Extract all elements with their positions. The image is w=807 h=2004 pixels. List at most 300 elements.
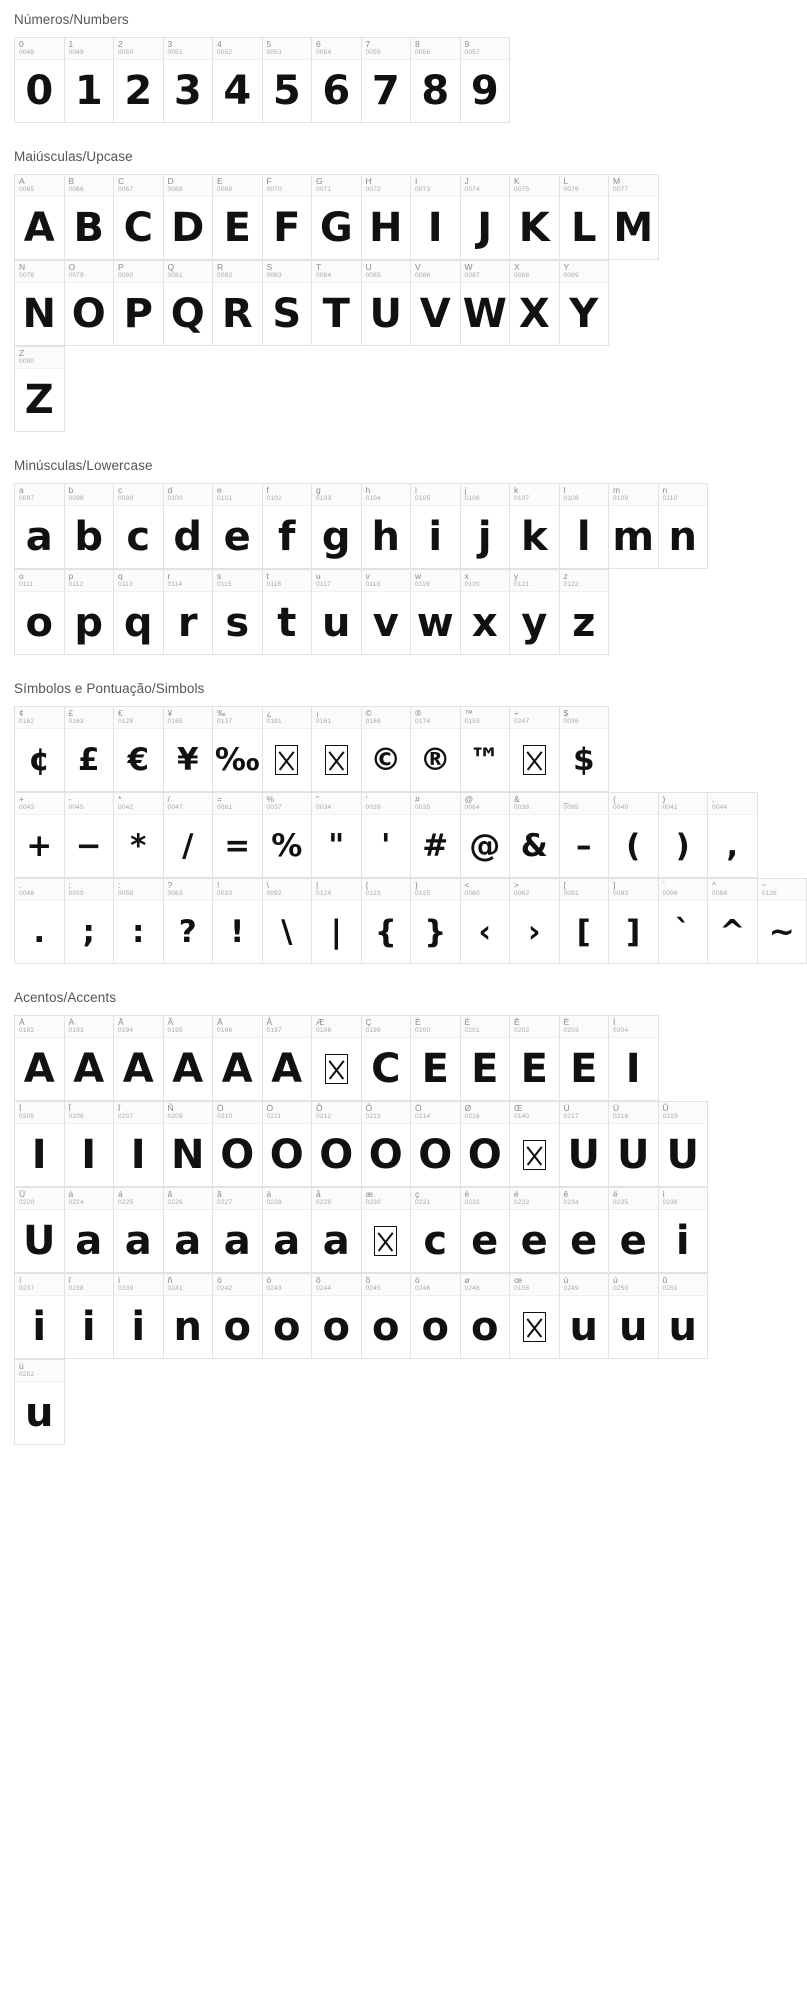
glyph-cell[interactable] [758,879,807,964]
glyph-cell[interactable] [15,570,65,655]
glyph-character-label: Ä [217,1017,223,1027]
glyph-cell[interactable] [263,879,313,964]
glyph-cell[interactable] [362,261,412,346]
glyph-code-label: 0229 [316,1199,332,1206]
glyph-cell[interactable] [15,261,65,346]
glyph-code-label: 0115 [217,581,232,588]
glyph-code-label: 0224 [68,1199,84,1206]
glyph-cell[interactable] [114,1188,164,1273]
glyph-cell[interactable] [560,879,610,964]
glyph-cell[interactable] [411,707,461,792]
glyph-cell[interactable] [114,261,164,346]
glyph-cell[interactable] [213,261,263,346]
glyph-cell[interactable] [114,570,164,655]
glyph-cell[interactable] [659,1274,709,1359]
glyph-preview: * [130,827,147,864]
glyph-cell[interactable] [65,879,115,964]
glyph-cell[interactable] [15,1360,65,1445]
glyph-preview: D [171,205,205,251]
glyph-cell[interactable] [65,1188,115,1273]
glyph-cell-header [15,1102,64,1124]
glyph-cell[interactable] [609,1188,659,1273]
glyph-code-label: 0039 [365,804,381,811]
glyph-character-label: - [68,794,72,804]
glyph-cell[interactable] [659,1188,709,1273]
glyph-cell[interactable] [114,707,164,792]
glyph-character-label: # [415,794,420,804]
glyph-cell[interactable] [213,879,263,964]
glyph-code-label: 0252 [19,1371,35,1378]
glyph-cell-header [461,1102,510,1124]
glyph-character-label: D [167,176,174,186]
glyph-cell[interactable] [362,1102,412,1187]
glyph-cell[interactable] [362,484,412,569]
glyph-preview: ' [381,827,391,864]
glyph-cell-header [609,175,658,197]
glyph-row [14,1015,659,1101]
glyph-cell[interactable] [15,38,65,123]
glyph-character-label: Õ [365,1103,373,1113]
glyph-preview: A [23,1046,55,1092]
glyph-cell[interactable] [609,793,659,878]
glyph-code-label: 0218 [613,1113,629,1120]
glyph-cell-header [510,1188,559,1210]
glyph-code-label: 0099 [118,495,134,502]
glyph-code-label: 0103 [316,495,332,502]
glyph-cell-header [164,1016,213,1038]
glyph-cell[interactable] [362,707,412,792]
glyph-cell[interactable] [510,793,560,878]
glyph-cell[interactable] [560,1188,610,1273]
glyph-cell[interactable] [312,707,362,792]
glyph-preview: ‹ [478,913,492,950]
glyph-cell[interactable] [510,707,560,792]
glyph-preview: & [520,827,548,864]
glyph-cell[interactable] [114,484,164,569]
glyph-character-label: L [563,176,569,186]
glyph-character-label: @ [464,794,474,804]
glyph-code-label: 0058 [118,890,134,897]
glyph-cell-header [114,707,163,729]
glyph-cell[interactable] [213,793,263,878]
glyph-cell[interactable] [461,793,511,878]
glyph-cell[interactable] [461,261,511,346]
glyph-code-label: 0104 [365,495,381,502]
glyph-cell[interactable] [164,1274,214,1359]
glyph-character-label: } [415,880,418,890]
glyph-cell[interactable] [362,175,412,260]
glyph-character-label: ú [613,1275,618,1285]
section-title: Minúsculas/Lowercase [14,458,153,473]
glyph-code-label: 0082 [217,272,233,279]
glyph-code-label: 0066 [68,186,84,193]
glyph-cell[interactable] [510,1016,560,1101]
glyph-cell[interactable] [312,1188,362,1273]
glyph-cell[interactable] [263,707,313,792]
glyph-cell[interactable] [114,38,164,123]
glyph-cell[interactable] [510,261,560,346]
glyph-cell[interactable] [15,1188,65,1273]
glyph-cell[interactable] [65,1102,115,1187]
glyph-cell-header [411,1188,460,1210]
glyph-code-label: 0195 [167,1027,183,1034]
glyph-cell[interactable] [708,879,758,964]
glyph-character-label: Ì [613,1017,616,1027]
glyph-cell[interactable] [312,484,362,569]
glyph-preview: E [570,1046,598,1092]
glyph-cell[interactable] [461,175,511,260]
glyph-cell[interactable] [659,1102,709,1187]
glyph-character-label: , [712,794,715,804]
glyph-code-label: 0033 [217,890,233,897]
glyph-cell[interactable] [15,175,65,260]
glyph-cell[interactable] [65,484,115,569]
glyph-cell[interactable] [65,570,115,655]
glyph-cell-header [312,570,361,592]
glyph-cell[interactable] [461,1274,511,1359]
glyph-code-label: 0059 [68,890,84,897]
glyph-code-label: 0225 [118,1199,134,1206]
glyph-preview: U [666,1132,699,1178]
glyph-cell[interactable] [411,879,461,964]
glyph-cell[interactable] [411,1188,461,1273]
glyph-character-label: > [514,880,519,890]
glyph-character-label: Ö [415,1103,422,1113]
glyph-cell[interactable] [65,38,115,123]
glyph-cell[interactable] [114,1274,164,1359]
glyph-code-label: 0079 [68,272,84,279]
glyph-preview: ~ [768,913,795,950]
glyph-code-label: 0095 [563,804,579,811]
glyph-character-label: ' [365,794,368,804]
glyph-cell[interactable] [411,570,461,655]
glyph-cell[interactable] [263,793,313,878]
glyph-cell[interactable] [560,1102,610,1187]
glyph-cell[interactable] [510,879,560,964]
glyph-cell[interactable] [510,1274,560,1359]
glyph-cell-header [560,570,609,592]
glyph-cell-header [213,1188,262,1210]
glyph-cell-header [461,484,510,506]
glyph-cell-header [362,1188,411,1210]
glyph-cell[interactable] [411,1102,461,1187]
glyph-cell[interactable] [65,1274,115,1359]
glyph-cell[interactable] [461,707,511,792]
glyph-cell[interactable] [114,793,164,878]
glyph-cell[interactable] [659,879,709,964]
glyph-cell[interactable] [560,1016,610,1101]
glyph-code-label: 0196 [217,1027,233,1034]
glyph-character-label: ! [217,880,220,890]
glyph-cell[interactable] [213,1188,263,1273]
glyph-cell[interactable] [164,793,214,878]
glyph-cell[interactable] [263,38,313,123]
glyph-cell[interactable] [609,484,659,569]
glyph-preview [312,729,361,791]
glyph-cell[interactable] [362,793,412,878]
glyph-cell[interactable] [114,879,164,964]
glyph-code-label: 0105 [415,495,431,502]
glyph-character-label: a [19,485,24,495]
glyph-cell-header [213,570,262,592]
glyph-cell[interactable] [15,1274,65,1359]
glyph-cell[interactable] [213,175,263,260]
glyph-preview: ) [675,827,690,864]
glyph-cell[interactable] [213,1016,263,1101]
glyph-cell[interactable] [609,175,659,260]
glyph-cell[interactable] [263,175,313,260]
glyph-cell-header [263,570,312,592]
glyph-cell[interactable] [362,1188,412,1273]
glyph-cell[interactable] [362,570,412,655]
glyph-preview: $ [572,741,595,778]
glyph-character-label: s [217,571,222,581]
glyph-cell[interactable] [510,1188,560,1273]
glyph-preview: £ [77,741,100,778]
glyph-cell[interactable] [164,707,214,792]
glyph-code-label: 0038 [514,804,530,811]
glyph-preview: 3 [173,68,202,114]
glyph-preview: A [221,1046,253,1092]
glyph-preview: K [518,205,550,251]
glyph-cell[interactable] [362,1016,412,1101]
glyph-code-label: 0232 [464,1199,480,1206]
glyph-cell[interactable] [312,1016,362,1101]
glyph-preview: R [221,291,253,337]
glyph-code-label: 0200 [415,1027,431,1034]
glyph-cell[interactable] [164,1016,214,1101]
glyph-cell[interactable] [411,1016,461,1101]
glyph-preview: S [272,291,302,337]
glyph-character-label: Æ [316,1017,325,1027]
glyph-cell[interactable] [461,1102,511,1187]
glyph-cell-header [609,1016,658,1038]
glyph-cell[interactable] [411,484,461,569]
glyph-cell[interactable] [609,1016,659,1101]
glyph-cell[interactable] [362,1274,412,1359]
glyph-code-label: 0169 [365,718,381,725]
glyph-cell[interactable] [510,175,560,260]
glyph-character-label: B [68,176,75,186]
glyph-preview: I [427,205,443,251]
glyph-cell[interactable] [461,879,511,964]
glyph-code-label: 0228 [266,1199,282,1206]
glyph-character-label: z [563,571,568,581]
glyph-cell[interactable] [15,707,65,792]
glyph-cell[interactable] [461,1188,511,1273]
glyph-cell-header [560,1188,609,1210]
glyph-code-label: 0077 [613,186,629,193]
glyph-cell[interactable] [213,38,263,123]
glyph-cell[interactable] [461,38,511,123]
glyph-preview: e [223,514,251,560]
glyph-cell[interactable] [461,484,511,569]
glyph-code-label: 0078 [19,272,35,279]
glyph-cell-header [609,793,658,815]
glyph-cell[interactable] [510,1102,560,1187]
glyph-cell[interactable] [708,793,758,878]
glyph-section [14,990,699,1445]
glyph-code-label: 0174 [415,718,431,725]
glyph-cell[interactable] [560,1274,610,1359]
glyph-cell[interactable] [659,484,709,569]
glyph-character-label: ò [217,1275,222,1285]
glyph-preview: 5 [272,68,301,114]
glyph-cell-header [213,38,262,60]
glyph-character-label: ` [662,880,666,890]
glyph-cell[interactable] [65,793,115,878]
glyph-cell-header [213,1016,262,1038]
glyph-cell[interactable] [659,793,709,878]
glyph-cell-header [15,1360,64,1382]
glyph-cell[interactable] [312,175,362,260]
glyph-cell[interactable] [164,38,214,123]
glyph-character-label: p [68,571,74,581]
glyph-cell[interactable] [461,1016,511,1101]
glyph-cell[interactable] [560,570,610,655]
glyph-cell[interactable] [15,1016,65,1101]
glyph-cell-header [461,1274,510,1296]
glyph-cell[interactable] [609,1274,659,1359]
glyph-cell-header [411,707,460,729]
glyph-character-label: T [316,262,322,272]
glyph-character-label: î [68,1275,71,1285]
glyph-cell[interactable] [263,1274,313,1359]
glyph-code-label: 0035 [415,804,431,811]
glyph-preview: | [330,913,342,950]
glyph-cell[interactable] [510,484,560,569]
glyph-cell-header [312,175,361,197]
glyph-cell-header [263,793,312,815]
glyph-cell[interactable] [65,175,115,260]
glyph-cell[interactable] [213,1102,263,1187]
glyph-cell[interactable] [213,707,263,792]
glyph-cell[interactable] [411,793,461,878]
glyph-cell[interactable] [560,484,610,569]
glyph-character-label: À [19,1017,25,1027]
glyph-cell[interactable] [312,1274,362,1359]
glyph-cell-header [609,1188,658,1210]
glyph-cell[interactable] [213,484,263,569]
glyph-preview: I [81,1132,97,1178]
glyph-cell[interactable] [114,1102,164,1187]
glyph-cell[interactable] [65,1016,115,1101]
glyph-cell[interactable] [213,1274,263,1359]
glyph-cell[interactable] [312,793,362,878]
glyph-preview: { [374,913,397,950]
glyph-cell[interactable] [312,570,362,655]
glyph-cell[interactable] [114,175,164,260]
glyph-character-label: ‰ [217,708,226,718]
glyph-preview: O [368,1132,403,1178]
glyph-cell[interactable] [411,175,461,260]
glyph-cell[interactable] [312,261,362,346]
glyph-character-label: û [662,1275,668,1285]
glyph-cell[interactable] [312,38,362,123]
glyph-code-label: 0194 [118,1027,134,1034]
glyph-cell[interactable] [164,1188,214,1273]
glyph-cell-header [213,1274,262,1296]
glyph-code-label: 0045 [68,804,84,811]
glyph-preview: L [571,205,597,251]
glyph-code-label: 0124 [316,890,332,897]
glyph-character-label: € [118,708,123,718]
glyph-preview: ` [675,913,691,950]
glyph-code-label: 0123 [365,890,381,897]
glyph-character-label: ê [563,1189,569,1199]
glyph-cell-header [362,793,411,815]
glyph-cell[interactable] [263,1102,313,1187]
glyph-cell[interactable] [263,570,313,655]
glyph-cell-header [560,879,609,901]
glyph-code-label: 0137 [217,718,233,725]
glyph-cell[interactable] [609,1102,659,1187]
glyph-cell[interactable] [65,707,115,792]
glyph-code-label: 0220 [19,1199,35,1206]
glyph-cell[interactable] [213,570,263,655]
glyph-preview: / [182,827,194,864]
glyph-cell[interactable] [114,1016,164,1101]
glyph-cell[interactable] [15,347,65,432]
glyph-cell-header [411,1274,460,1296]
glyph-code-label: 0068 [167,186,183,193]
glyph-preview: ® [419,741,451,778]
glyph-cell[interactable] [263,261,313,346]
glyph-cell[interactable] [65,261,115,346]
glyph-cell-header [411,1102,460,1124]
glyph-cell[interactable] [560,793,610,878]
glyph-cell[interactable] [609,879,659,964]
glyph-cell[interactable] [15,793,65,878]
glyph-cell[interactable] [312,1102,362,1187]
glyph-cell[interactable] [411,261,461,346]
glyph-character-label: R [217,262,224,272]
glyph-preview: + [26,827,53,864]
glyph-cell[interactable] [510,570,560,655]
glyph-cell[interactable] [461,570,511,655]
glyph-cell[interactable] [164,570,214,655]
glyph-cell[interactable] [560,261,610,346]
glyph-preview: c [423,1218,448,1264]
glyph-cell[interactable] [164,879,214,964]
glyph-cell[interactable] [15,484,65,569]
glyph-cell[interactable] [362,879,412,964]
glyph-cell-header [15,1274,64,1296]
glyph-cell[interactable] [263,484,313,569]
glyph-cell[interactable] [263,1016,313,1101]
glyph-cell[interactable] [164,261,214,346]
glyph-cell[interactable] [15,879,65,964]
glyph-cell-header [411,484,460,506]
glyph-cell[interactable] [362,38,412,123]
glyph-code-label: 0069 [217,186,233,193]
glyph-cell[interactable] [411,38,461,123]
glyph-cell[interactable] [411,1274,461,1359]
glyph-code-label: 0162 [19,718,35,725]
glyph-cell[interactable] [164,175,214,260]
glyph-cell[interactable] [164,484,214,569]
glyph-character-label: i [415,485,417,495]
glyph-cell[interactable] [312,879,362,964]
glyph-cell-header [312,38,361,60]
glyph-cell[interactable] [560,175,610,260]
glyph-cell[interactable] [560,707,610,792]
glyph-cell[interactable] [15,1102,65,1187]
glyph-cell[interactable] [164,1102,214,1187]
glyph-code-label: 0128 [118,718,134,725]
glyph-code-label: 0209 [167,1113,183,1120]
glyph-cell[interactable] [263,1188,313,1273]
